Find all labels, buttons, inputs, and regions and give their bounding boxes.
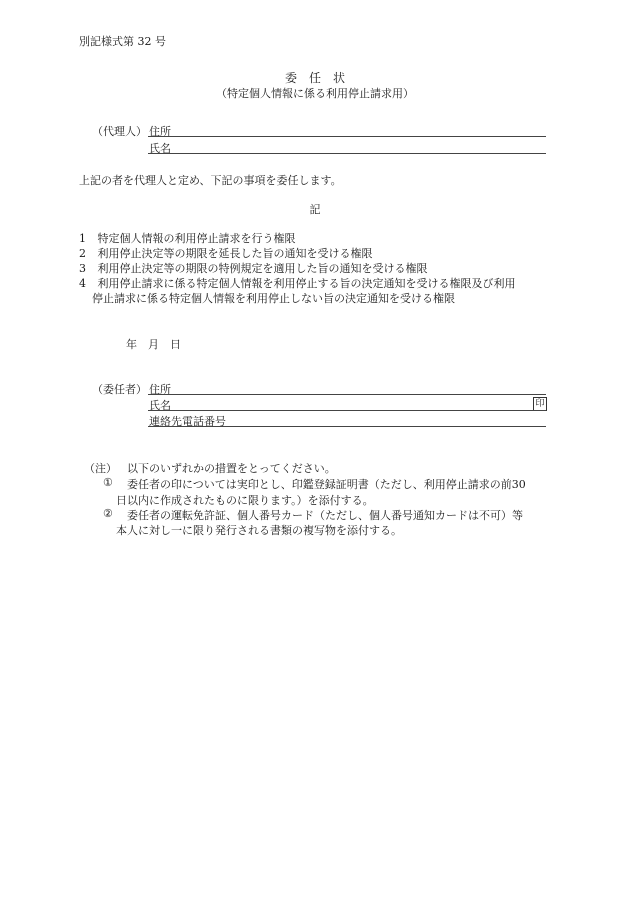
item-text: 特定個人情報の利用停止請求を行う権限: [97, 232, 296, 245]
notes-label: （注）: [84, 462, 117, 475]
note-text-continued: 日以内に作成されたものに限ります。）を添付する。: [116, 494, 374, 507]
seal-mark: 印: [533, 397, 547, 411]
date-line[interactable]: 年 月 日: [126, 338, 181, 351]
item-text-continued: 停止請求に係る特定個人情報を利用停止しない旨の決定通知を受ける権限: [92, 292, 455, 305]
note-mark: ②: [103, 507, 113, 520]
principal-name-line[interactable]: [148, 410, 546, 411]
note-text: 委任者の運転免許証、個人番号カード（ただし、個人番号通知カードは不可）等: [127, 509, 523, 522]
list-item: [79, 245, 373, 261]
agent-label: （代理人）: [92, 125, 147, 138]
list-item: [79, 260, 428, 276]
document-subtitle: （特定個人情報に係る利用停止請求用）: [216, 87, 414, 100]
item-number: 4: [79, 277, 86, 290]
item-number: 2: [79, 247, 86, 260]
item-text: 利用停止決定等の期限の特例規定を適用した旨の通知を受ける権限: [97, 262, 428, 275]
item-number: 3: [79, 262, 86, 275]
principal-label: （委任者）: [92, 383, 147, 396]
agent-name-label: 氏名: [149, 142, 171, 155]
ki-heading: 記: [309, 203, 321, 216]
principal-name-label: 氏名: [149, 399, 171, 412]
note-text-continued: 本人に対し一に限り発行される書類の複写物を添付する。: [116, 524, 402, 537]
list-item: [79, 275, 516, 291]
note-mark: ①: [103, 476, 113, 489]
note-text: 委任者の印については実印とし、印鑑登録証明書（ただし、利用停止請求の前30: [127, 478, 526, 491]
item-number: 1: [79, 232, 86, 245]
notes-intro: 以下のいずれかの措置をとってください。: [127, 462, 336, 475]
agent-name-line[interactable]: [148, 153, 546, 154]
item-text: 利用停止決定等の期限を延長した旨の通知を受ける権限: [97, 247, 373, 260]
form-number: 別記様式第 32 号: [79, 35, 166, 48]
principal-address-line[interactable]: [148, 394, 546, 395]
agent-address-label: 住所: [149, 125, 171, 138]
delegation-statement: 上記の者を代理人と定め、下記の事項を委任します。: [79, 174, 342, 187]
item-text: 利用停止請求に係る特定個人情報を利用停止する旨の決定通知を受ける権限及び利用: [97, 277, 516, 290]
agent-address-line[interactable]: [148, 136, 546, 137]
principal-phone-line[interactable]: [148, 426, 546, 427]
document-title: 委 任 状: [284, 71, 345, 85]
principal-phone-label: 連絡先電話番号: [149, 415, 226, 428]
list-item: [79, 230, 296, 246]
principal-address-label: 住所: [149, 383, 171, 396]
